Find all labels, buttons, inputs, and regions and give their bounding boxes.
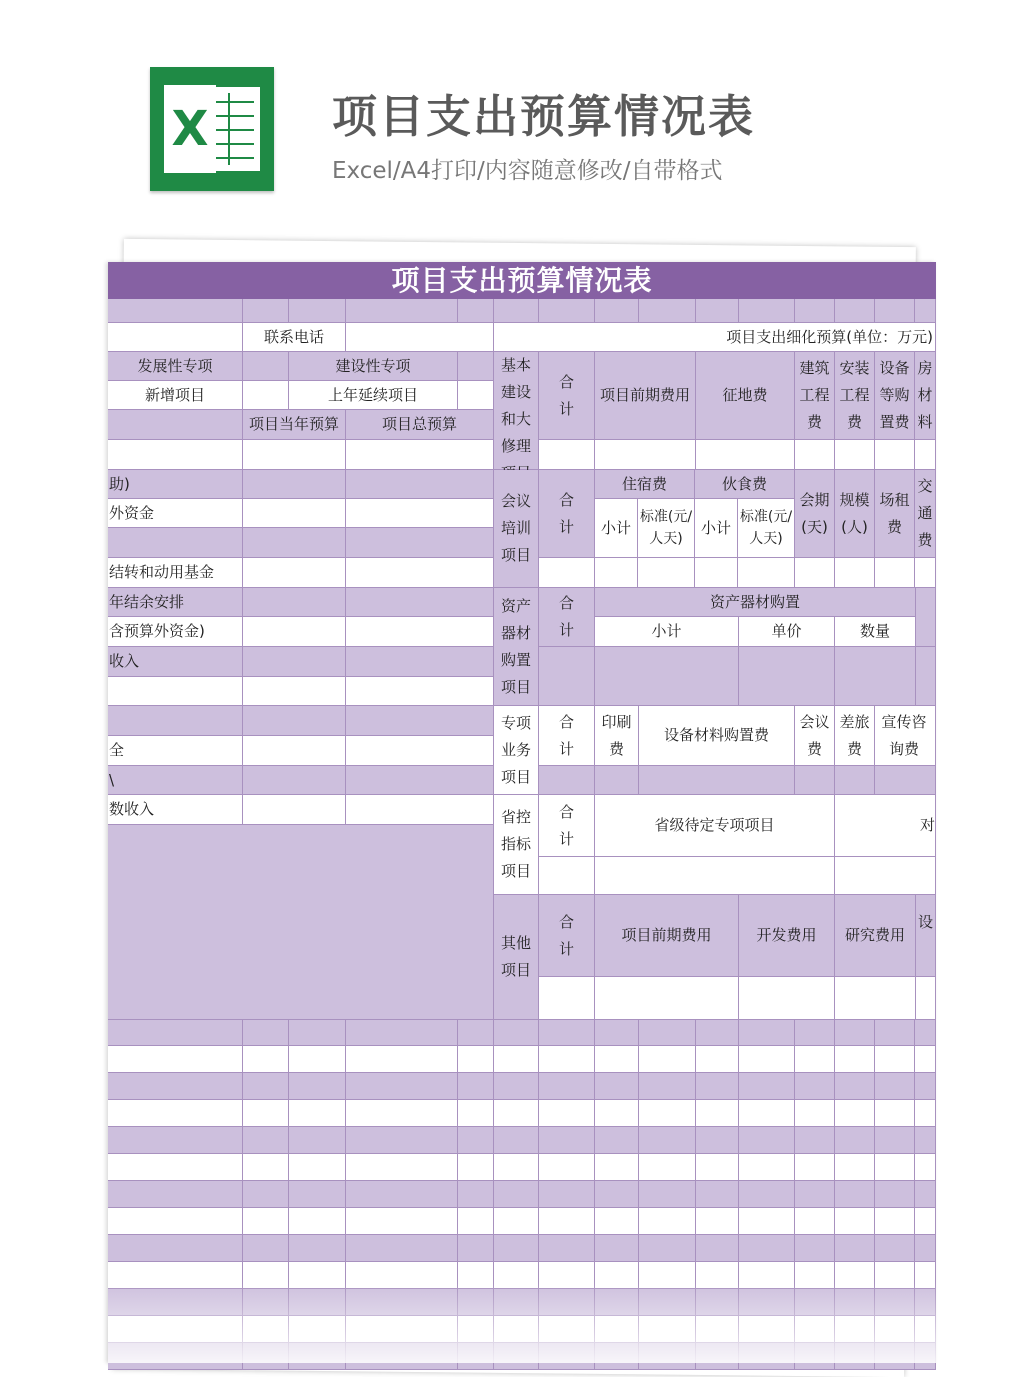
empty-cell <box>739 1127 795 1154</box>
empty-cell <box>795 1181 835 1208</box>
empty-cell <box>539 1154 595 1181</box>
empty-cell <box>795 1127 835 1154</box>
empty-cell <box>875 1181 915 1208</box>
category-special-business: 专项业务项目 <box>494 706 539 795</box>
empty-cell <box>458 1154 494 1181</box>
empty-cell <box>915 1073 936 1100</box>
empty-cell <box>494 1100 539 1127</box>
col-label: 差旅费 <box>835 706 875 766</box>
empty-cell <box>539 1235 595 1262</box>
empty-cell <box>835 1181 875 1208</box>
empty-cell <box>458 1046 494 1073</box>
col-label: 印刷费 <box>595 706 639 766</box>
col-label: 设备材料购置费 <box>639 706 795 766</box>
empty-cell <box>346 1154 458 1181</box>
contact-phone-value <box>346 323 494 352</box>
category-other: 其他项目 <box>494 895 539 1020</box>
total-label: 合 计 <box>539 795 595 857</box>
left-row-label: 收入 <box>108 647 243 677</box>
empty-cell <box>835 1046 875 1073</box>
empty-cell <box>289 1235 346 1262</box>
cell <box>108 323 243 352</box>
empty-cell <box>289 1154 346 1181</box>
empty-cell <box>539 1073 595 1100</box>
empty-cell <box>494 1073 539 1100</box>
empty-row <box>108 1020 936 1046</box>
empty-cell <box>539 1100 595 1127</box>
empty-cell <box>835 1020 875 1046</box>
subtotal-label: 小计 <box>695 499 738 558</box>
blank-row <box>108 299 936 323</box>
current-year-budget-label: 项目当年预算 <box>243 410 346 440</box>
empty-cell <box>875 1020 915 1046</box>
empty-cell <box>458 1181 494 1208</box>
empty-cell <box>494 1235 539 1262</box>
empty-cell <box>639 1208 696 1235</box>
empty-cell <box>595 1127 639 1154</box>
empty-cell <box>243 1127 289 1154</box>
empty-row <box>108 1181 936 1208</box>
empty-cell <box>595 1208 639 1235</box>
left-row-label: 全 <box>108 736 243 766</box>
excel-logo-icon <box>150 67 274 191</box>
empty-cell <box>108 1154 243 1181</box>
empty-cell <box>739 1154 795 1181</box>
empty-cell <box>835 1235 875 1262</box>
empty-cell <box>595 1181 639 1208</box>
empty-cell <box>494 1020 539 1046</box>
empty-cell <box>539 1208 595 1235</box>
empty-cell <box>494 1208 539 1235</box>
empty-cell <box>915 1235 936 1262</box>
empty-cell <box>595 1154 639 1181</box>
empty-cell <box>289 1127 346 1154</box>
empty-cell <box>915 1127 936 1154</box>
empty-cell <box>539 1020 595 1046</box>
empty-cell <box>835 1127 875 1154</box>
empty-cell <box>243 1073 289 1100</box>
standard-label: 标准(元/人天) <box>738 499 795 558</box>
total-budget-label: 项目总预算 <box>346 410 494 440</box>
empty-cell <box>539 1127 595 1154</box>
asset-subtotal-label: 小计 <box>595 617 739 647</box>
empty-cell <box>739 1020 795 1046</box>
left-row-label: 助) <box>108 470 243 499</box>
empty-cell <box>458 1208 494 1235</box>
empty-cell <box>108 1100 243 1127</box>
sheet-title: 项目支出预算情况表 <box>108 262 936 299</box>
empty-cell <box>639 1100 696 1127</box>
col-label: 开发费用 <box>739 895 835 977</box>
empty-cell <box>835 1154 875 1181</box>
empty-cell <box>494 1181 539 1208</box>
total-label: 合 计 <box>539 895 595 977</box>
empty-cell <box>915 1020 936 1046</box>
meals-label: 伙食费 <box>695 470 795 499</box>
empty-cell <box>795 1154 835 1181</box>
empty-cell <box>243 1046 289 1073</box>
empty-cell <box>696 1046 739 1073</box>
empty-row <box>108 1235 936 1262</box>
empty-cell <box>108 1127 243 1154</box>
empty-cell <box>458 1100 494 1127</box>
empty-cell <box>243 1235 289 1262</box>
empty-cell <box>795 1073 835 1100</box>
asset-unit-price-label: 单价 <box>739 617 835 647</box>
empty-cell <box>739 1208 795 1235</box>
empty-cell <box>458 1073 494 1100</box>
category-basic-construction: 基本建设和大修理 <box>494 352 539 470</box>
empty-cell <box>915 1046 936 1073</box>
empty-cell <box>108 1073 243 1100</box>
empty-cell <box>875 1127 915 1154</box>
empty-cell <box>835 1208 875 1235</box>
empty-cell <box>795 1100 835 1127</box>
empty-cell <box>539 1046 595 1073</box>
total-label: 合 计 <box>539 470 595 558</box>
empty-cell <box>243 1100 289 1127</box>
empty-row <box>108 1127 936 1154</box>
empty-cell <box>346 1208 458 1235</box>
left-empty-block <box>108 825 494 1020</box>
empty-cell <box>639 1235 696 1262</box>
empty-cell <box>696 1073 739 1100</box>
category-asset-purchase: 资产器材购置项目 <box>494 588 539 706</box>
empty-cell <box>289 1073 346 1100</box>
standard-label: 标准(元/人天) <box>638 499 695 558</box>
new-project-label: 新增项目 <box>108 381 243 410</box>
empty-cell <box>795 1046 835 1073</box>
empty-cell <box>289 1020 346 1046</box>
empty-cell <box>243 1020 289 1046</box>
left-row-label: 数收入 <box>108 795 243 825</box>
col-label: 建筑工程费 <box>795 352 835 440</box>
empty-cell <box>539 1181 595 1208</box>
empty-cell <box>915 1181 936 1208</box>
empty-cell <box>243 1208 289 1235</box>
empty-cell <box>696 1208 739 1235</box>
empty-cell <box>494 1046 539 1073</box>
empty-cell <box>108 1208 243 1235</box>
empty-cell <box>346 1235 458 1262</box>
transport-label: 交通费 <box>915 470 936 558</box>
detail-budget-label: 项目支出细化预算(单位：万元) <box>494 323 936 352</box>
dev-special-label: 发展性专项 <box>108 352 243 381</box>
category-provincial-control: 省控指标项目 <box>494 795 539 895</box>
empty-cell <box>915 1154 936 1181</box>
empty-cell <box>494 1154 539 1181</box>
subtotal-label: 小计 <box>595 499 638 558</box>
empty-cell <box>346 1046 458 1073</box>
empty-cell <box>915 1100 936 1127</box>
empty-cell <box>639 1154 696 1181</box>
empty-cell <box>795 1020 835 1046</box>
empty-cell <box>795 1208 835 1235</box>
empty-cell <box>639 1127 696 1154</box>
empty-cell <box>875 1154 915 1181</box>
empty-cell <box>835 1073 875 1100</box>
provincial-col-label: 对 <box>835 795 936 857</box>
empty-row <box>108 1154 936 1181</box>
empty-cell <box>696 1154 739 1181</box>
empty-cell <box>458 1235 494 1262</box>
total-label: 合 计 <box>539 352 595 440</box>
col-label: 房材料 <box>915 352 936 440</box>
empty-cell <box>739 1235 795 1262</box>
last-year-continued-label: 上年延续项目 <box>289 381 458 410</box>
empty-cell <box>458 1127 494 1154</box>
construction-special-label: 建设性专项 <box>289 352 458 381</box>
asset-quantity-label: 数量 <box>835 617 916 647</box>
scale-label: 规模(人) <box>835 470 875 558</box>
empty-row <box>108 1208 936 1235</box>
col-label: 设 <box>916 895 936 977</box>
empty-cell <box>243 1181 289 1208</box>
empty-cell <box>595 1046 639 1073</box>
col-label: 宣传咨询费 <box>875 706 936 766</box>
total-label: 合 计 <box>539 706 595 766</box>
left-row-label: 年结余安排 <box>108 588 243 617</box>
empty-cell <box>739 1181 795 1208</box>
empty-cell <box>739 1100 795 1127</box>
col-label: 设备等购置费 <box>875 352 915 440</box>
empty-cell <box>289 1208 346 1235</box>
excel-x-letter: X <box>164 85 216 173</box>
empty-cell <box>346 1073 458 1100</box>
empty-cell <box>108 1181 243 1208</box>
empty-cell <box>739 1046 795 1073</box>
empty-cell <box>875 1046 915 1073</box>
left-row-label: \ <box>108 766 243 795</box>
empty-cell <box>795 1235 835 1262</box>
empty-cell <box>696 1020 739 1046</box>
col-label: 安装工程费 <box>835 352 875 440</box>
empty-cell <box>289 1100 346 1127</box>
empty-cell <box>108 1046 243 1073</box>
left-row-label: 含预算外资金) <box>108 617 243 647</box>
empty-cell <box>595 1073 639 1100</box>
asset-group-label: 资产器材购置 <box>595 588 916 617</box>
lodging-label: 住宿费 <box>595 470 695 499</box>
empty-cell <box>595 1020 639 1046</box>
page-subtitle: Excel/A4打印/内容随意修改/自带格式 <box>332 158 723 184</box>
total-label: 合 计 <box>539 588 595 647</box>
empty-row <box>108 1073 936 1100</box>
empty-cell <box>346 1181 458 1208</box>
page-title: 项目支出预算情况表 <box>332 90 756 143</box>
empty-row <box>108 1046 936 1073</box>
empty-cell <box>346 1127 458 1154</box>
empty-cell <box>346 1100 458 1127</box>
empty-cell <box>108 1235 243 1262</box>
empty-cell <box>108 1020 243 1046</box>
empty-cell <box>639 1181 696 1208</box>
empty-cell <box>289 1046 346 1073</box>
empty-cell <box>639 1073 696 1100</box>
bottom-fade <box>108 1282 936 1363</box>
empty-cell <box>696 1181 739 1208</box>
col-label: 征地费 <box>696 352 795 440</box>
empty-cell <box>494 1127 539 1154</box>
empty-cell <box>595 1100 639 1127</box>
provincial-special-label: 省级待定专项项目 <box>595 795 835 857</box>
spreadsheet-preview <box>108 262 936 1363</box>
left-row-label: 结转和动用基金 <box>108 558 243 588</box>
empty-cell <box>346 1020 458 1046</box>
col-label: 项目前期费用 <box>595 895 739 977</box>
empty-cell <box>696 1235 739 1262</box>
empty-row <box>108 1100 936 1127</box>
empty-cell <box>696 1100 739 1127</box>
empty-cell <box>875 1073 915 1100</box>
empty-cell <box>875 1100 915 1127</box>
venue-rent-label: 场租费 <box>875 470 915 558</box>
empty-cell <box>289 1181 346 1208</box>
empty-cell <box>243 1154 289 1181</box>
category-meeting-training: 会议培训项目 <box>494 470 539 588</box>
col-label: 研究费用 <box>835 895 916 977</box>
empty-cell <box>739 1073 795 1100</box>
duration-label: 会期(天) <box>795 470 835 558</box>
contact-phone-label: 联系电话 <box>243 323 346 352</box>
col-label: 项目前期费用 <box>595 352 696 440</box>
empty-cell <box>639 1046 696 1073</box>
empty-cell <box>696 1127 739 1154</box>
empty-cell <box>639 1020 696 1046</box>
empty-cell <box>915 1208 936 1235</box>
empty-cell <box>458 1020 494 1046</box>
empty-cell <box>595 1235 639 1262</box>
empty-cell <box>835 1100 875 1127</box>
empty-cell <box>875 1208 915 1235</box>
left-row-label: 外资金 <box>108 499 243 528</box>
empty-cell <box>875 1235 915 1262</box>
col-label: 会议费 <box>795 706 835 766</box>
